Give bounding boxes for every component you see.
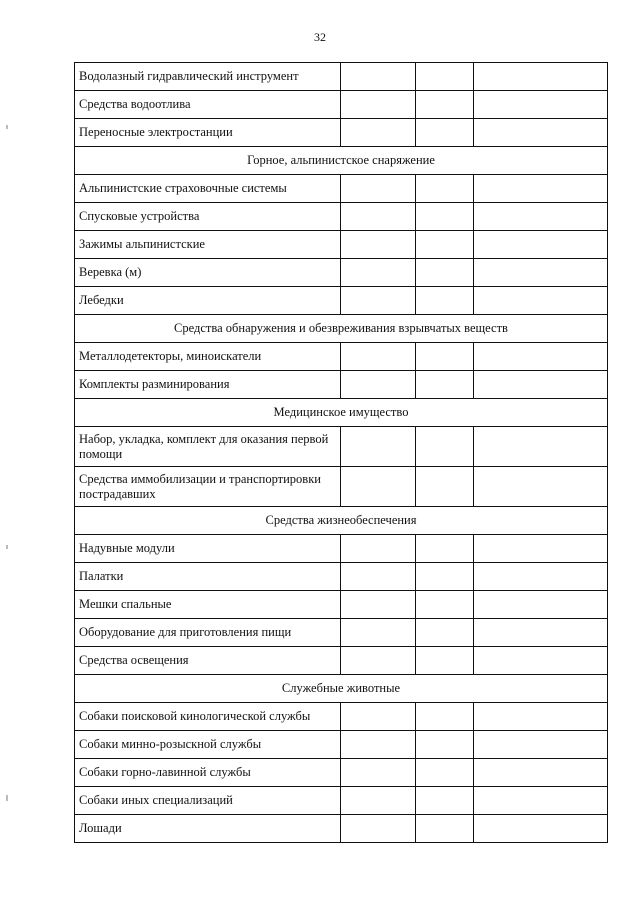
item-name-cell: Металлодетекторы, миноискатели [75, 343, 341, 371]
table-row [75, 287, 608, 315]
empty-cell [341, 535, 416, 563]
empty-cell [341, 175, 416, 203]
table-row [75, 467, 608, 507]
empty-cell [416, 231, 474, 259]
empty-cell [416, 815, 474, 843]
item-name-cell: Средства иммобилизации и транспортировки пострадавших [75, 467, 341, 507]
table-row [75, 175, 608, 203]
section-header-row [75, 315, 608, 343]
empty-cell [416, 259, 474, 287]
table-row [75, 427, 608, 467]
page-number: 32 [314, 30, 326, 44]
table-row [75, 343, 608, 371]
table-row [75, 787, 608, 815]
table-row [75, 91, 608, 119]
empty-cell [474, 231, 608, 259]
empty-cell [416, 467, 474, 507]
item-name-cell: Мешки спальные [75, 591, 341, 619]
empty-cell [474, 619, 608, 647]
left-margin-mark [6, 125, 8, 129]
table-row [75, 731, 608, 759]
empty-cell [474, 815, 608, 843]
table-row [75, 647, 608, 675]
empty-cell [341, 427, 416, 467]
empty-cell [474, 787, 608, 815]
empty-cell [341, 371, 416, 399]
item-name-cell: Альпинистские страховочные системы [75, 175, 341, 203]
empty-cell [341, 787, 416, 815]
section-header-row [75, 675, 608, 703]
section-title: Средства жизнеобеспечения [75, 507, 608, 535]
item-name-cell: Водолазный гидравлический инструмент [75, 63, 341, 91]
empty-cell [341, 591, 416, 619]
empty-cell [341, 343, 416, 371]
table-row [75, 259, 608, 287]
empty-cell [474, 759, 608, 787]
item-name-cell: Спусковые устройства [75, 203, 341, 231]
table-row [75, 371, 608, 399]
empty-cell [341, 467, 416, 507]
section-header-row [75, 399, 608, 427]
empty-cell [474, 63, 608, 91]
empty-cell [474, 591, 608, 619]
empty-cell [341, 91, 416, 119]
section-title: Горное, альпинистское снаряжение [75, 147, 608, 175]
item-name-cell: Собаки минно-розыскной службы [75, 731, 341, 759]
item-name-cell: Средства водоотлива [75, 91, 341, 119]
item-name-cell: Комплекты разминирования [75, 371, 341, 399]
table-row [75, 815, 608, 843]
item-name-cell: Оборудование для приготовления пищи [75, 619, 341, 647]
item-name-cell: Зажимы альпинистские [75, 231, 341, 259]
item-name-cell: Лебедки [75, 287, 341, 315]
section-title: Медицинское имущество [75, 399, 608, 427]
empty-cell [341, 619, 416, 647]
empty-cell [416, 731, 474, 759]
empty-cell [474, 119, 608, 147]
empty-cell [474, 259, 608, 287]
empty-cell [416, 619, 474, 647]
table-row [75, 759, 608, 787]
empty-cell [474, 203, 608, 231]
empty-cell [341, 759, 416, 787]
item-name-cell: Средства освещения [75, 647, 341, 675]
empty-cell [416, 647, 474, 675]
left-margin-mark [6, 545, 8, 549]
empty-cell [474, 371, 608, 399]
empty-cell [416, 119, 474, 147]
empty-cell [341, 63, 416, 91]
empty-cell [416, 91, 474, 119]
empty-cell [416, 63, 474, 91]
empty-cell [474, 647, 608, 675]
table-row [75, 563, 608, 591]
empty-cell [341, 203, 416, 231]
empty-cell [416, 535, 474, 563]
empty-cell [341, 259, 416, 287]
empty-cell [416, 759, 474, 787]
empty-cell [474, 175, 608, 203]
empty-cell [416, 287, 474, 315]
table-row [75, 619, 608, 647]
table-row [75, 231, 608, 259]
empty-cell [474, 467, 608, 507]
empty-cell [416, 175, 474, 203]
empty-cell [474, 563, 608, 591]
table-row [75, 703, 608, 731]
item-name-cell: Палатки [75, 563, 341, 591]
item-name-cell: Собаки иных специализаций [75, 787, 341, 815]
empty-cell [474, 91, 608, 119]
empty-cell [341, 731, 416, 759]
table-row [75, 535, 608, 563]
empty-cell [416, 371, 474, 399]
left-margin-mark [6, 795, 8, 801]
empty-cell [416, 703, 474, 731]
equipment-table [74, 62, 608, 843]
empty-cell [416, 343, 474, 371]
section-title: Средства обнаружения и обезвреживания взрывчатых веществ [75, 315, 608, 343]
empty-cell [474, 287, 608, 315]
item-name-cell: Лошади [75, 815, 341, 843]
table-row [75, 203, 608, 231]
item-name-cell: Набор, укладка, комплект для оказания первой помощи [75, 427, 341, 467]
empty-cell [416, 563, 474, 591]
section-header-row [75, 507, 608, 535]
table-row [75, 119, 608, 147]
item-name-cell: Переносные электростанции [75, 119, 341, 147]
empty-cell [416, 591, 474, 619]
table-row [75, 63, 608, 91]
equipment-table-body [75, 63, 608, 843]
empty-cell [416, 203, 474, 231]
empty-cell [341, 231, 416, 259]
section-title: Служебные животные [75, 675, 608, 703]
section-header-row [75, 147, 608, 175]
empty-cell [474, 535, 608, 563]
empty-cell [474, 427, 608, 467]
empty-cell [341, 119, 416, 147]
item-name-cell: Собаки горно-лавинной службы [75, 759, 341, 787]
empty-cell [474, 731, 608, 759]
empty-cell [341, 563, 416, 591]
empty-cell [416, 787, 474, 815]
empty-cell [341, 703, 416, 731]
item-name-cell: Надувные модули [75, 535, 341, 563]
table-row [75, 591, 608, 619]
empty-cell [474, 343, 608, 371]
item-name-cell: Веревка (м) [75, 259, 341, 287]
empty-cell [474, 703, 608, 731]
empty-cell [341, 287, 416, 315]
empty-cell [416, 427, 474, 467]
empty-cell [341, 815, 416, 843]
empty-cell [341, 647, 416, 675]
item-name-cell: Собаки поисковой кинологической службы [75, 703, 341, 731]
